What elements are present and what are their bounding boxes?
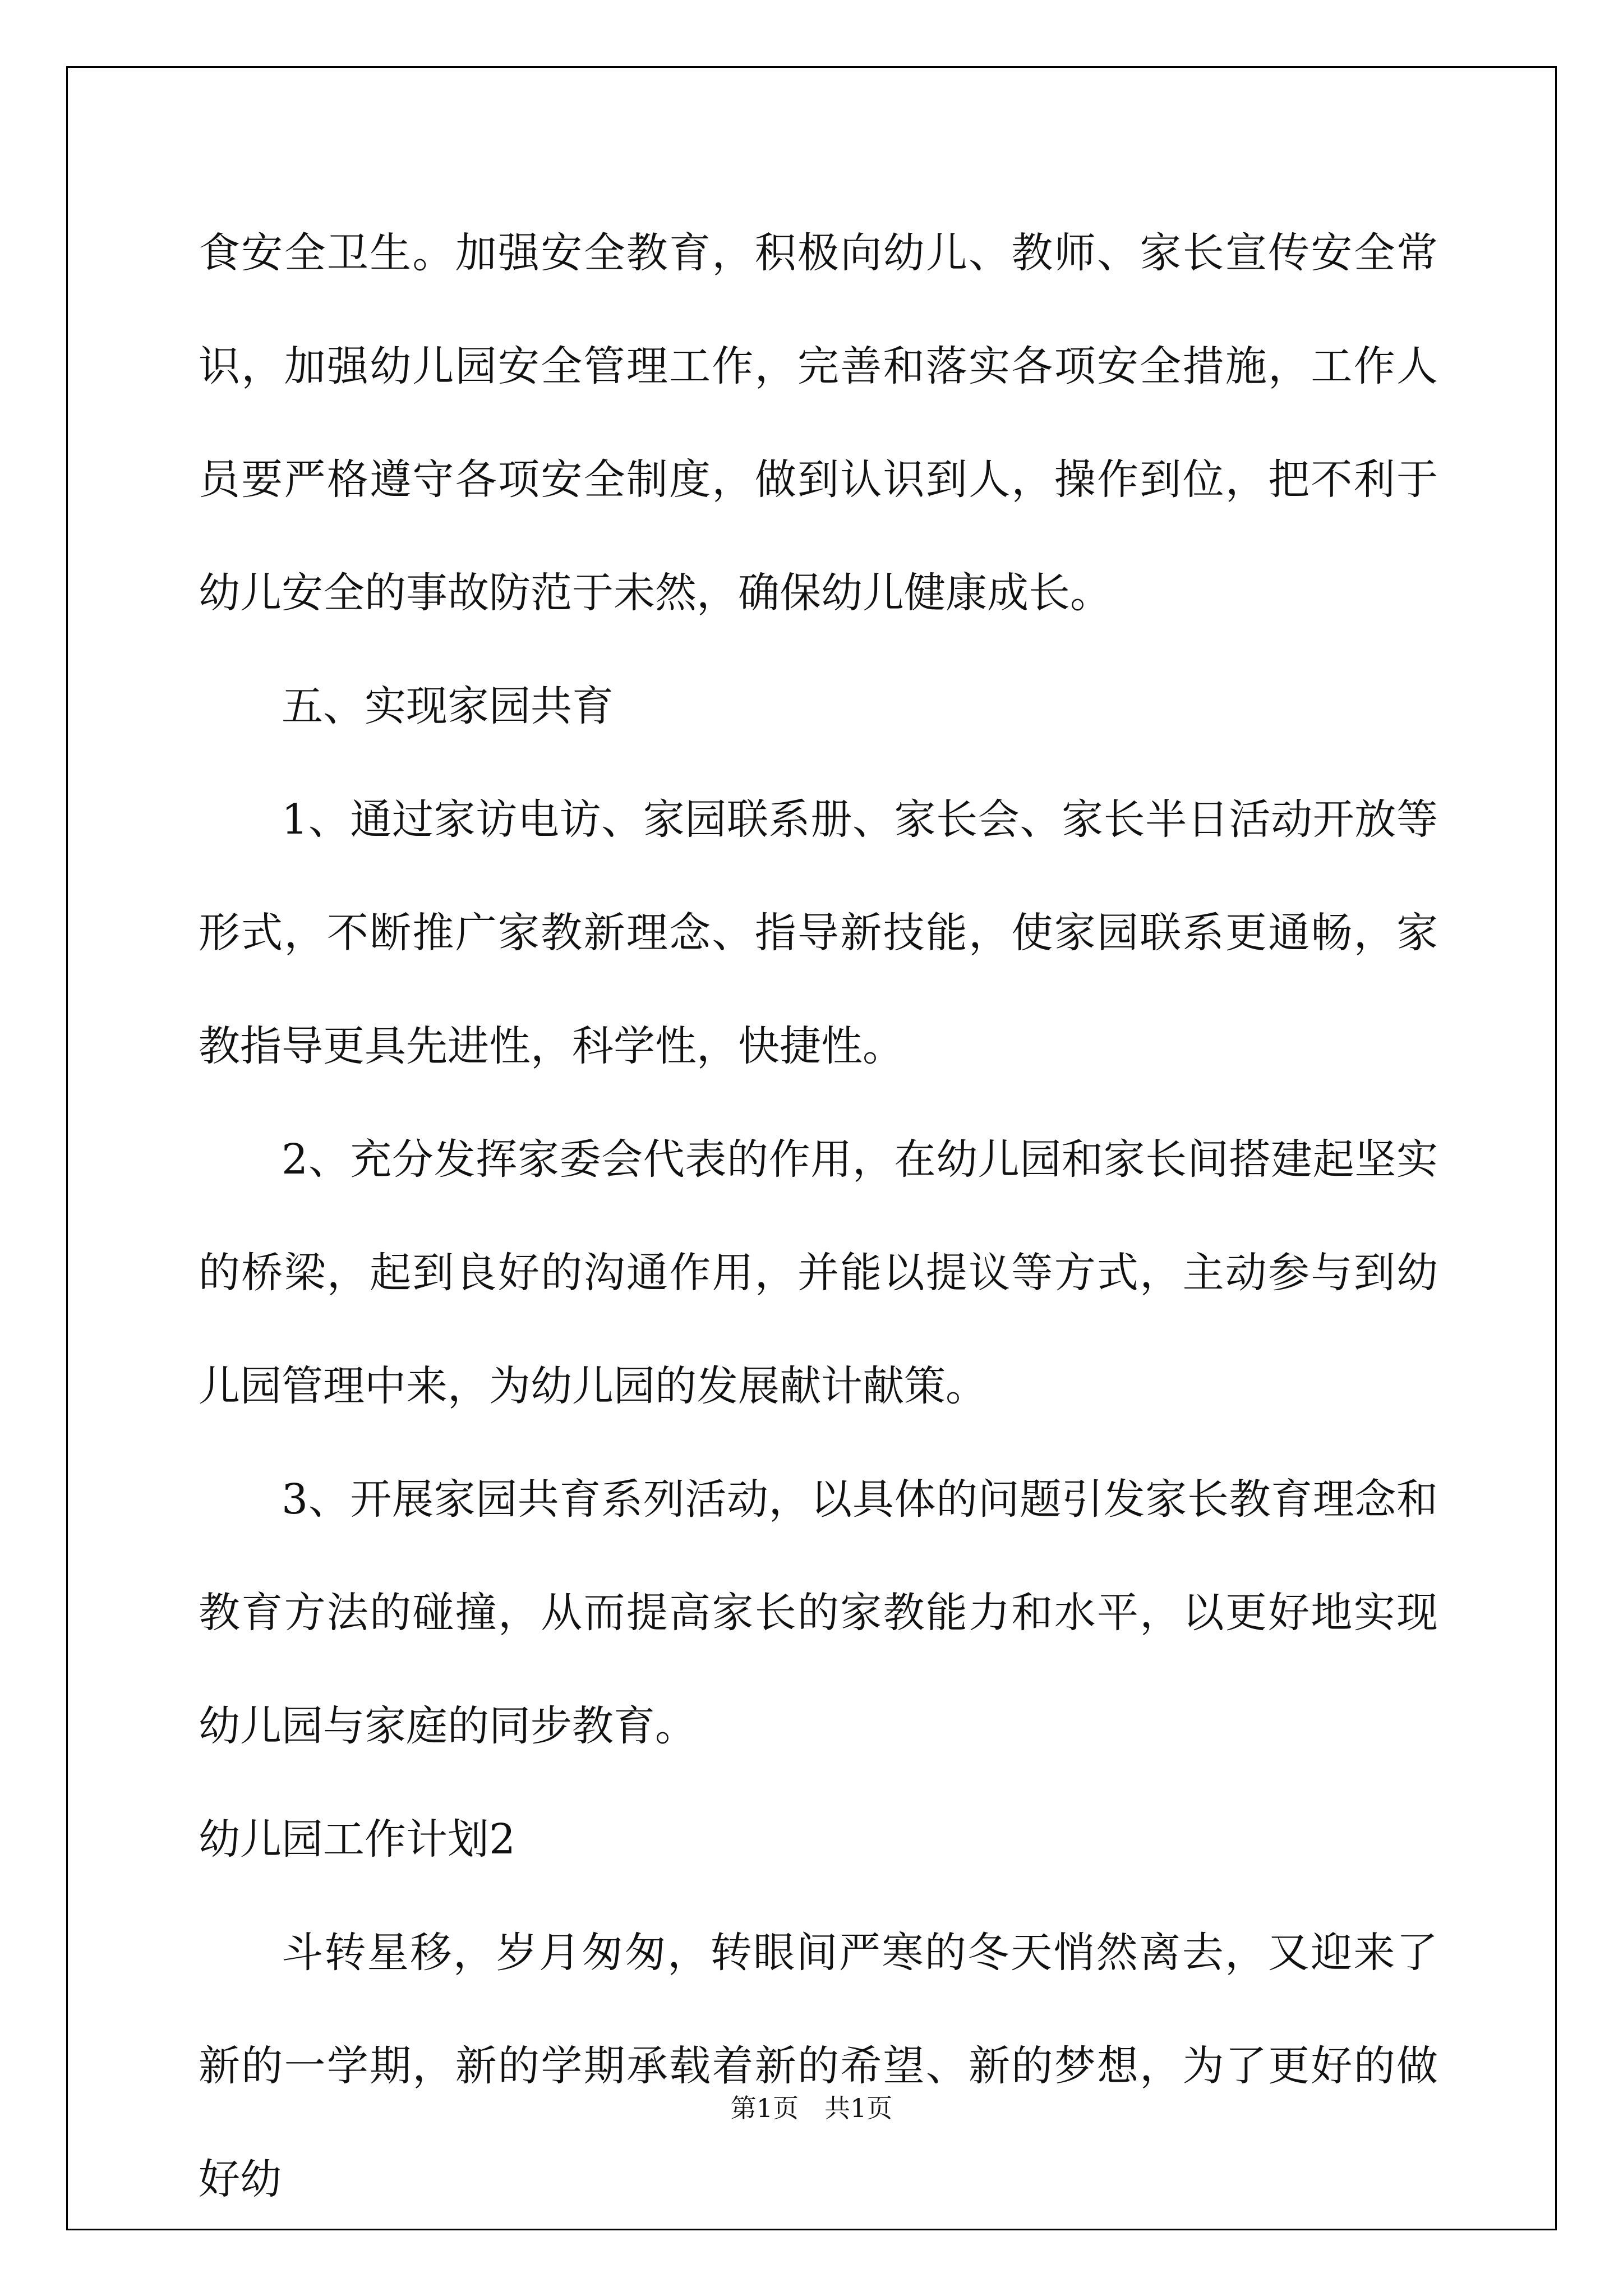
- paragraph-intro: 斗转星移，岁月匆匆，转眼间严寒的冬天悄然离去，又迎来了新的一学期，新的学期承载着新的希望、新的梦想，为了更好的做好幼: [199, 1929, 1438, 2203]
- paragraph-item-2: 2、充分发挥家委会代表的作用，在幼儿园和家长间搭建起坚实的桥梁，起到良好的沟通作用，并能以提议等方式，主动参与到幼儿园管理中来，为幼儿园的发展献计献策。: [199, 1135, 1438, 1410]
- section-heading-five: 五、实现家园共育: [282, 682, 614, 730]
- document-body: [199, 196, 1438, 2236]
- document-title-plan-2: 幼儿园工作计划2: [199, 1815, 516, 1864]
- page-number-footer: 第1页 共1页: [730, 2093, 893, 2123]
- paragraph-item-1: 1、通过家访电访、家园联系册、家长会、家长半日活动开放等形式，不断推广家教新理念、指导新技能，使家园联系更通畅，家教指导更具先进性，科学性，快捷性。: [199, 795, 1438, 1070]
- paragraph-item-3: 3、开展家园共育系列活动，以具体的问题引发家长教育理念和教育方法的碰撞，从而提高家长的家教能力和水平，以更好地实现幼儿园与家庭的同步教育。: [199, 1475, 1438, 1750]
- paragraph-continuation: 食安全卫生。加强安全教育，积极向幼儿、教师、家长宣传安全常识，加强幼儿园安全管理工作，完善和落实各项安全措施，工作人员要严格遵守各项安全制度，做到认识到人，操作到位，把不利于幼儿安全的事故防范于未然，确保幼儿健康成长。: [199, 229, 1438, 617]
